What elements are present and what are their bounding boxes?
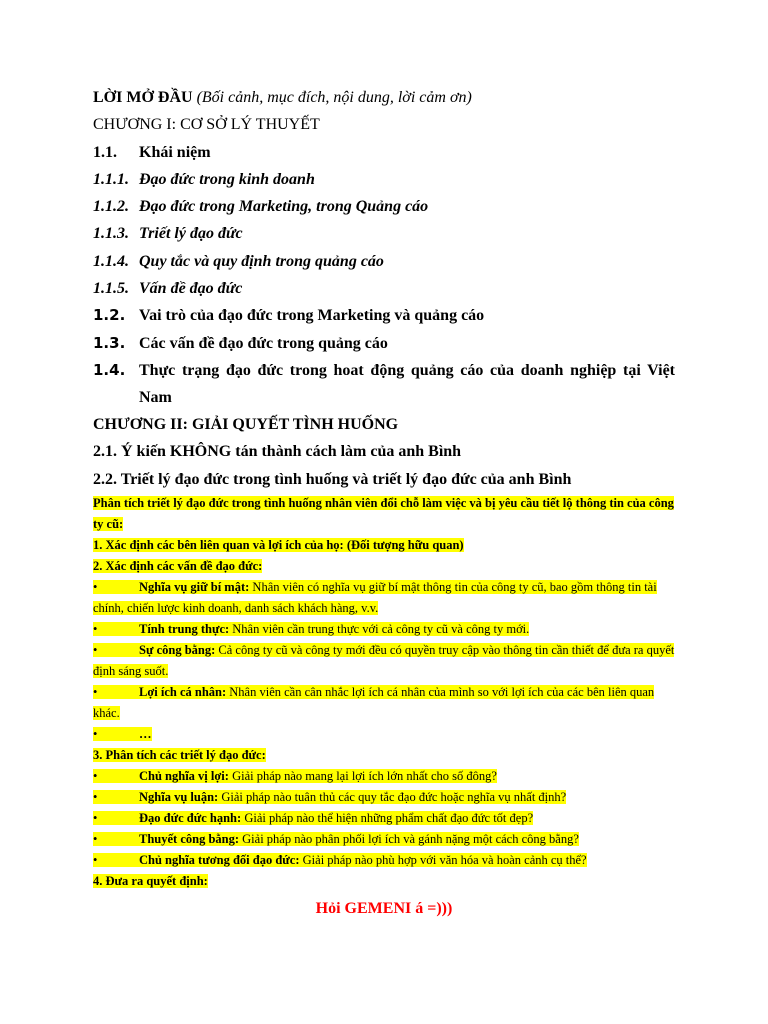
subsection-1-1-4 <box>93 248 675 275</box>
step-4-text: 4. Đưa ra quyết định: <box>93 873 208 888</box>
section-number: 1.4. <box>93 360 126 379</box>
philosophy-item <box>93 829 675 850</box>
issue-item <box>93 682 675 724</box>
philosophy-term: Đạo đức đức hạnh: <box>139 810 242 825</box>
issue-item <box>93 577 675 619</box>
step-3-text: 3. Phân tích các triết lý đạo đức: <box>93 747 266 762</box>
issue-item <box>93 640 675 682</box>
subsection-number: 1.1.3. <box>93 225 129 243</box>
issue-item <box>93 724 675 745</box>
bullet-icon: • <box>93 684 98 699</box>
chapter1-title: CHƯƠNG I: CƠ SỞ LÝ THUYẾT <box>93 116 320 134</box>
philosophy-text: Giải pháp nào thể hiện những phẩm chất đạo đức tốt đẹp? <box>241 810 534 825</box>
issue-text: Nhân viên cần cân nhắc lợi ích cá nhân của mình so với lợi ích của các bên liên quan khác. <box>93 684 655 720</box>
section-number: 1.1. <box>93 143 117 161</box>
section-1-1 <box>93 139 675 166</box>
philosophy-item <box>93 787 675 808</box>
step-4 <box>93 871 675 892</box>
subsection-1-1-2 <box>93 193 675 220</box>
subsection-label: Triết lý đạo đức <box>139 225 243 243</box>
section-label: Vai trò của đạo đức trong Marketing và quảng cáo <box>139 307 485 325</box>
analysis-intro-text: Phân tích triết lý đạo đức trong tình huống nhân viên đổi chỗ làm việc và bị yêu cầu tiết lộ thông tin của công ty cũ: <box>93 495 674 531</box>
step-3 <box>93 745 675 766</box>
subsection-1-1-1 <box>93 166 675 193</box>
intro-note: (Bối cảnh, mục đích, nội dung, lời cảm ơn) <box>196 89 472 106</box>
bullet-icon: • <box>93 642 98 657</box>
bullet-icon: • <box>93 852 98 867</box>
section-label: Các vấn đề đạo đức trong quảng cáo <box>139 334 388 352</box>
section-1-3 <box>93 330 675 357</box>
bullet-icon: • <box>93 789 98 804</box>
step-1 <box>93 535 675 556</box>
section-number: 1.2. <box>93 306 126 325</box>
subsection-number: 1.1.1. <box>93 170 129 188</box>
issue-term: Sự công bằng: <box>139 642 216 657</box>
step-2 <box>93 556 675 577</box>
bullet-icon: • <box>93 768 98 783</box>
issue-item <box>93 619 675 640</box>
document-page <box>93 84 675 922</box>
bullet-icon: • <box>93 579 98 594</box>
issue-term: Tính trung thực: <box>139 621 230 636</box>
philosophy-text: Giải pháp nào mang lại lợi ích lớn nhất cho số đông? <box>228 768 497 783</box>
intro-heading <box>93 84 675 111</box>
intro-title: LỜI MỞ ĐẦU <box>93 89 193 106</box>
issue-text: Nhân viên có nghĩa vụ giữ bí mật thông tin của công ty cũ, bao gồm thông tin tài chính, chiến lược kinh doanh, danh sách khách hàng, v.v. <box>93 579 657 615</box>
philosophy-text: Giải pháp nào phân phối lợi ích và gánh nặng một cách công bằng? <box>239 831 579 846</box>
philosophy-term: Thuyết công bằng: <box>139 831 240 846</box>
section-1-2 <box>93 302 675 329</box>
philosophy-term: Chủ nghĩa tương đối đạo đức: <box>139 852 300 867</box>
section-label: Khái niệm <box>139 143 211 161</box>
bullet-icon: • <box>93 810 98 825</box>
section-2-1: 2.1. Ý kiến KHÔNG tán thành cách làm của anh Bình <box>93 443 462 461</box>
subsection-number: 1.1.2. <box>93 198 129 216</box>
issue-term: Lợi ích cá nhân: <box>139 684 227 699</box>
subsection-number: 1.1.5. <box>93 280 129 298</box>
subsection-number: 1.1.4. <box>93 252 129 270</box>
philosophy-item <box>93 808 675 829</box>
bullet-icon: • <box>93 831 98 846</box>
subsection-label: Đạo đức trong Marketing, trong Quảng cáo <box>139 198 429 216</box>
issue-term: Nghĩa vụ giữ bí mật: <box>139 579 250 594</box>
philosophy-term: Chủ nghĩa vị lợi: <box>139 768 229 783</box>
subsection-1-1-3 <box>93 220 675 247</box>
analysis-intro <box>93 493 675 535</box>
philosophy-item <box>93 850 675 871</box>
bullet-icon: • <box>93 621 98 636</box>
issue-text: Nhân viên cần trung thực với cả công ty cũ và công ty mới. <box>229 621 530 636</box>
philosophy-text: Giải pháp nào phù hợp với văn hóa và hoàn cảnh cụ thể? <box>299 852 587 867</box>
philosophy-item <box>93 766 675 787</box>
analysis-block <box>93 493 675 892</box>
bullet-icon: • <box>93 726 98 741</box>
issue-term: … <box>139 726 152 741</box>
section-1-4 <box>93 357 675 411</box>
step-2-text: 2. Xác định các vấn đề đạo đức: <box>93 558 263 573</box>
subsection-label: Quy tắc và quy định trong quảng cáo <box>139 252 384 270</box>
philosophy-text: Giải pháp nào tuân thủ các quy tắc đạo đức hoặc nghĩa vụ nhất định? <box>218 789 567 804</box>
section-number: 1.3. <box>93 333 126 352</box>
section-2-2: 2.2. Triết lý đạo đức trong tình huống và triết lý đạo đức của anh Bình <box>93 470 572 488</box>
subsection-1-1-5 <box>93 275 675 302</box>
step-1-text: 1. Xác định các bên liên quan và lợi ích của họ: (Đối tượng hữu quan) <box>93 537 464 552</box>
philosophy-term: Nghĩa vụ luận: <box>139 789 219 804</box>
chapter2-title: CHƯƠNG II: GIẢI QUYẾT TÌNH HUỐNG <box>93 415 399 433</box>
subsection-label: Đạo đức trong kinh doanh <box>139 170 315 188</box>
subsection-label: Vấn đề đạo đức <box>139 280 243 298</box>
section-label: Thực trạng đạo đức trong hoat động quảng cáo của doanh nghiệp tại Việt Nam <box>139 361 675 406</box>
issue-text: Cả công ty cũ và công ty mới đều có quyền truy cập vào thông tin cần thiết để đưa ra quyết định sáng suốt. <box>93 642 675 678</box>
footer-note: Hỏi GEMENI á =))) <box>315 899 453 917</box>
